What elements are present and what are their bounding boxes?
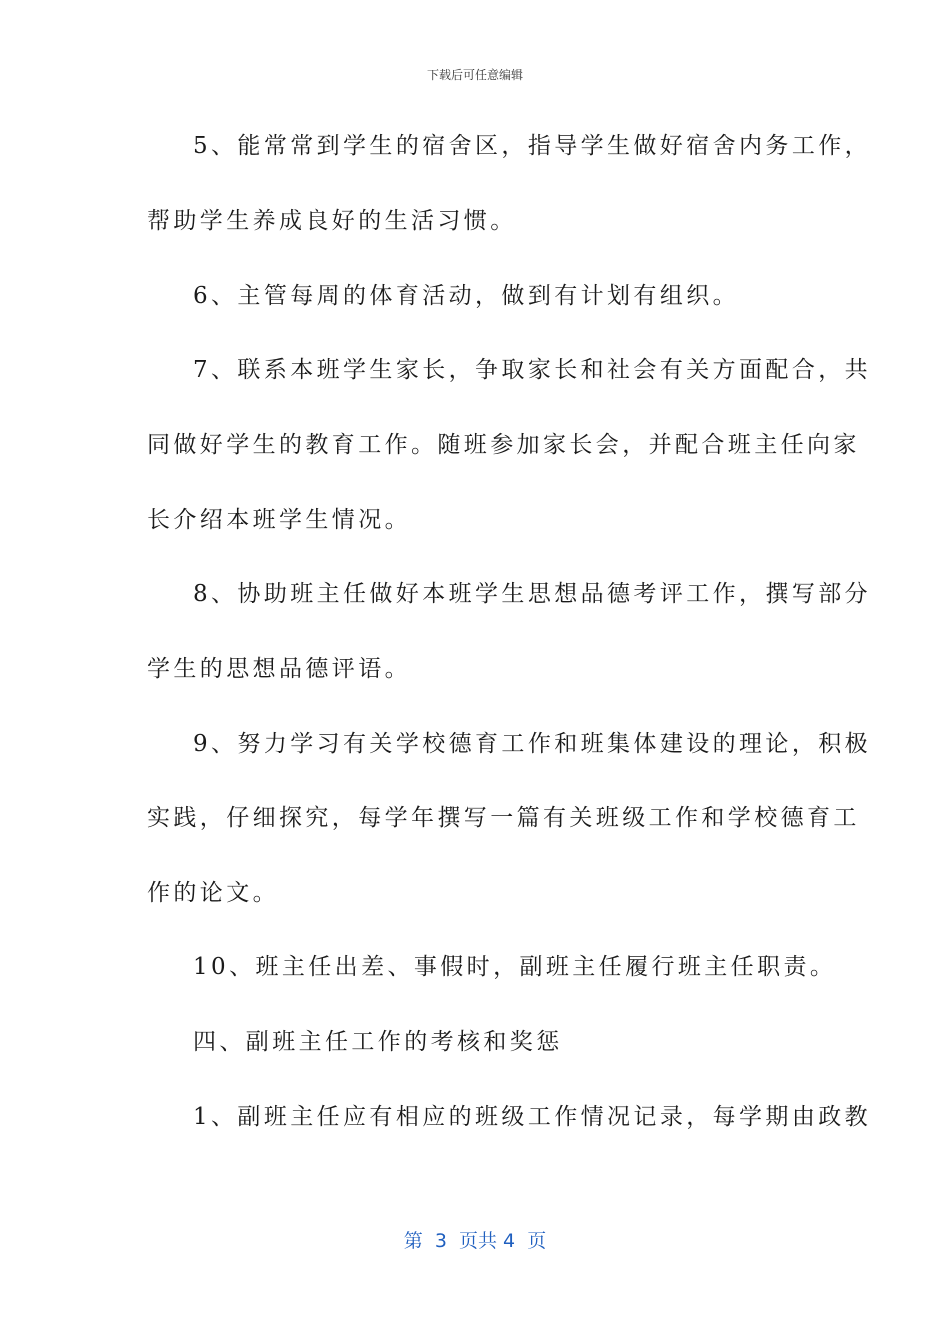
page-number: 第 3 页共 4 页 (403, 1230, 547, 1252)
paragraph-line: 7、联系本班学生家长，争取家长和社会有关方面配合，共 (193, 357, 872, 383)
paragraph-line: 实践，仔细探究，每学年撰写一篇有关班级工作和学校德育工 (147, 805, 860, 831)
paragraph-line: 9、努力学习有关学校德育工作和班集体建设的理论，积极 (193, 731, 872, 757)
section-heading: 四、副班主任工作的考核和奖惩 (193, 1029, 563, 1055)
paragraph-line: 同做好学生的教育工作。随班参加家长会，并配合班主任向家 (147, 432, 860, 458)
paragraph-line: 6、主管每周的体育活动，做到有计划有组织。 (193, 283, 740, 309)
paragraph-line: 学生的思想品德评语。 (147, 656, 411, 682)
paragraph-line: 1、副班主任应有相应的班级工作情况记录，每学期由政教 (193, 1104, 872, 1130)
paragraph-line: 作的论文。 (147, 880, 279, 906)
paragraph-line: 10、班主任出差、事假时，副班主任履行班主任职责。 (193, 954, 837, 980)
paragraph-line: 长介绍本班学生情况。 (147, 507, 411, 533)
paragraph-line: 帮助学生养成良好的生活习惯。 (147, 208, 517, 234)
paragraph-line: 5、能常常到学生的宿舍区，指导学生做好宿舍内务工作， (193, 133, 872, 159)
header-note: 下载后可任意编辑 (426, 68, 523, 82)
paragraph-line: 8、协助班主任做好本班学生思想品德考评工作，撰写部分 (193, 581, 872, 607)
